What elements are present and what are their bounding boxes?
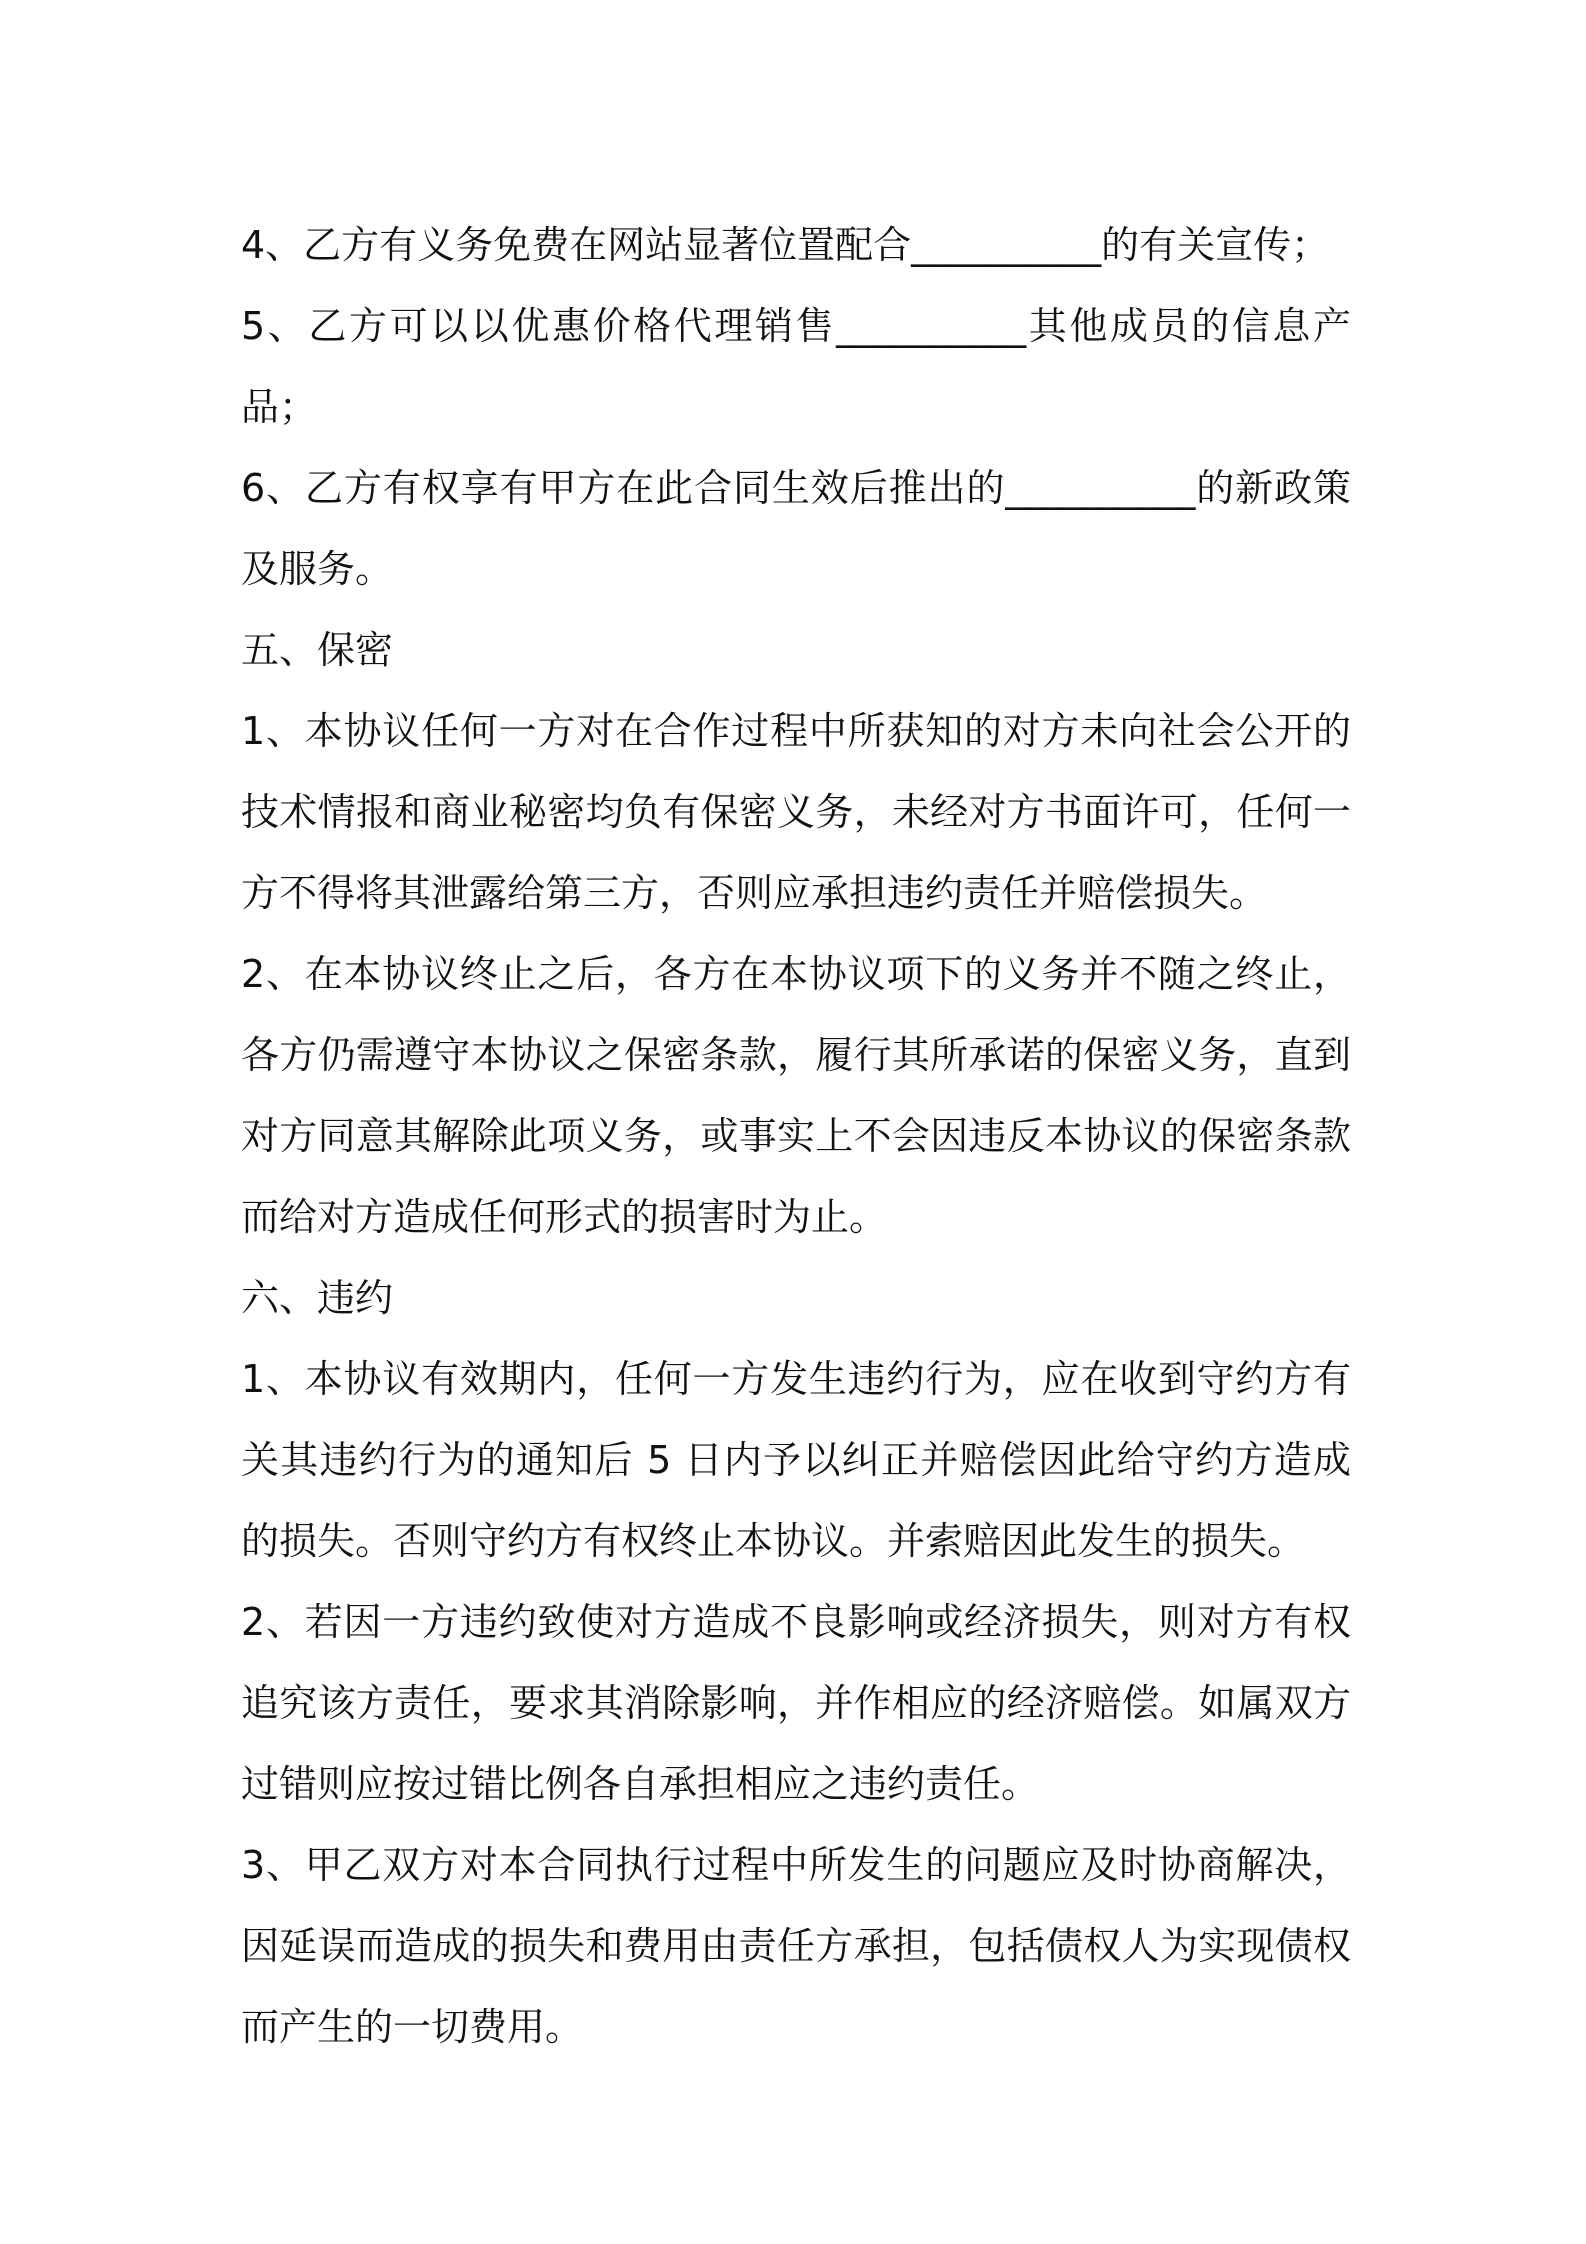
clause-5-agency-sales: 5、乙方可以以优惠价格代理销售__________其他成员的信息产品； [241,304,1351,429]
clause-6-new-policy: 6、乙方有权享有甲方在此合同生效后推出的__________的新政策及服务。 [241,466,1351,591]
document-body [241,205,1351,2068]
confidentiality-clause-1: 1、本协议任何一方对在合作过程中所获知的对方未向社会公开的技术情报和商业秘密均负有保密义务，未经对方书面许可，任何一方不得将其泄露给第三方，否则应承担违约责任并赔偿损失。 [241,709,1351,915]
section-heading-breach: 六、违约 [241,1276,394,1320]
breach-clause-1: 1、本协议有效期内，任何一方发生违约行为，应在收到守约方有关其违约行为的通知后 5 日内予以纠正并赔偿因此给守约方造成的损失。否则守约方有权终止本协议。并索赔因此发生的损失。 [241,1357,1351,1563]
section-heading-confidentiality: 五、保密 [241,628,394,672]
confidentiality-clause-2: 2、在本协议终止之后，各方在本协议项下的义务并不随之终止，各方仍需遵守本协议之保密条款，履行其所承诺的保密义务，直到对方同意其解除此项义务，或事实上不会因违反本协议的保密条款而给对方造成任何形式的损害时为止。 [241,952,1351,1239]
clause-4-publicity: 4、乙方有义务免费在网站显著位置配合__________的有关宣传； [241,223,1330,267]
breach-clause-2: 2、若因一方违约致使对方造成不良影响或经济损失，则对方有权追究该方责任，要求其消除影响，并作相应的经济赔偿。如属双方过错则应按过错比例各自承担相应之违约责任。 [241,1600,1351,1806]
breach-clause-3: 3、甲乙双方对本合同执行过程中所发生的问题应及时协商解决，因延误而造成的损失和费用由责任方承担，包括债权人为实现债权而产生的一切费用。 [241,1843,1351,2049]
